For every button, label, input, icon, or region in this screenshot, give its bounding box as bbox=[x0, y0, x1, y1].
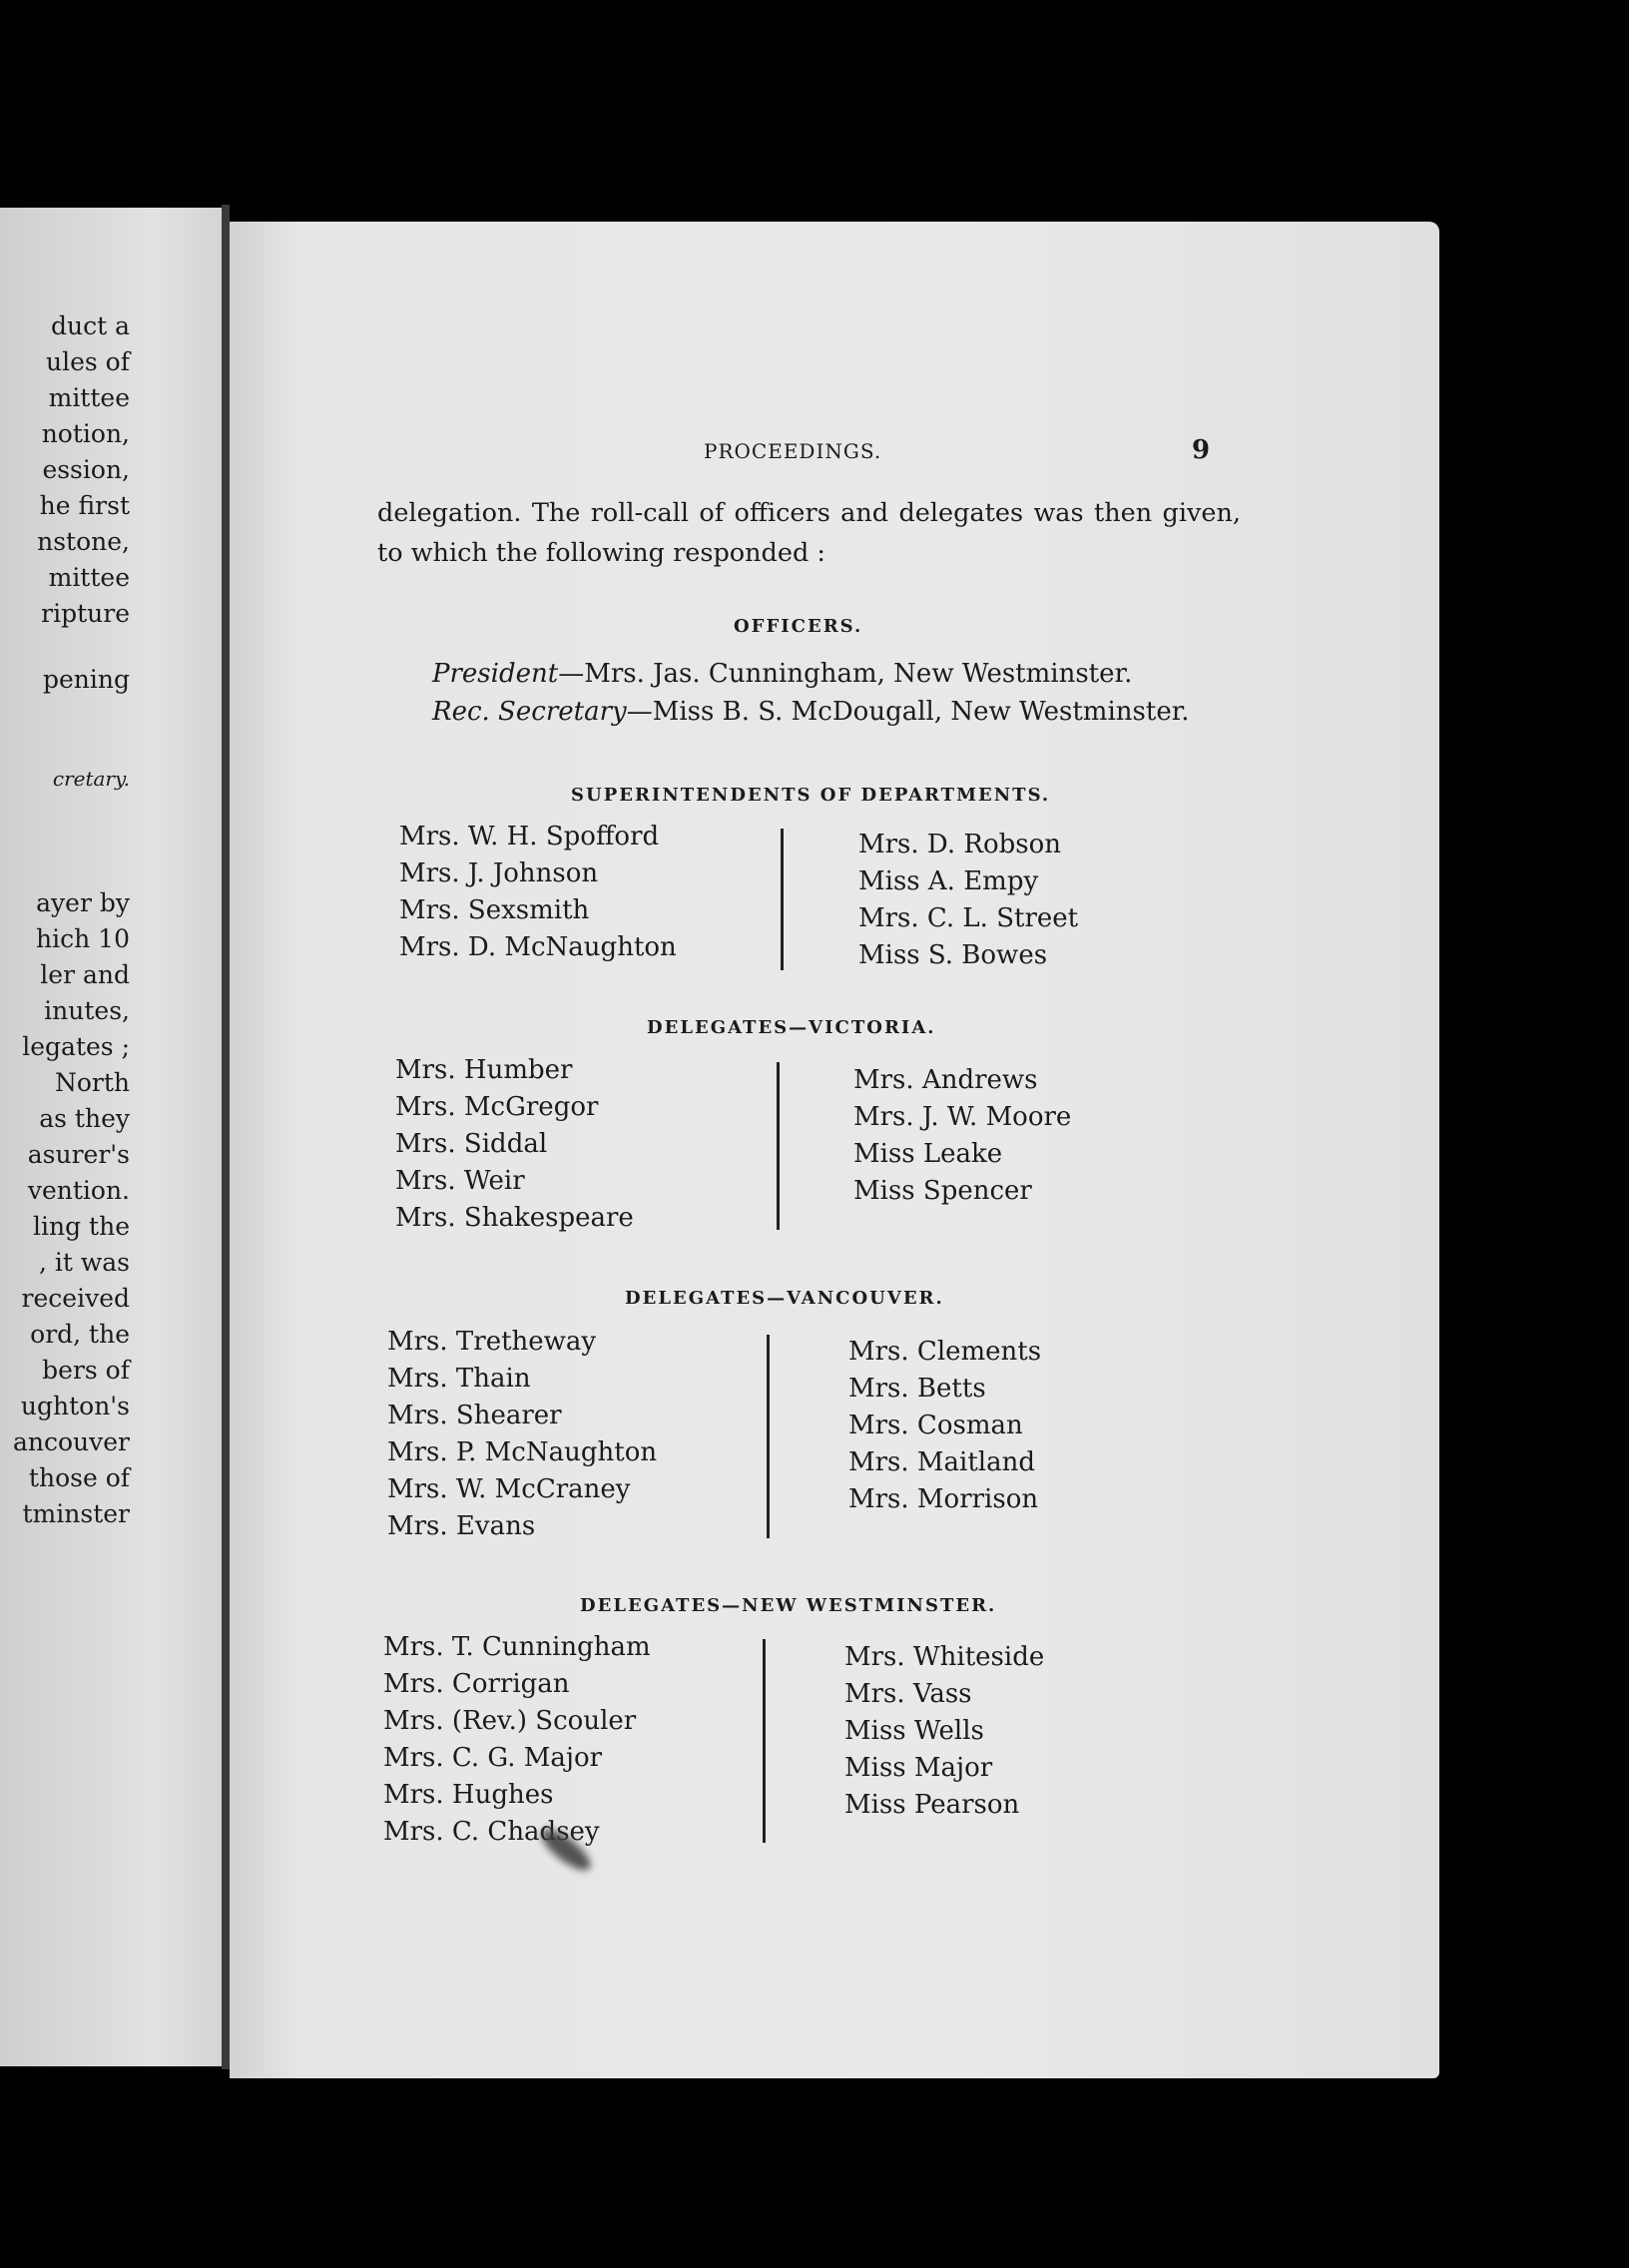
victoria-left-list bbox=[395, 1052, 634, 1237]
column-divider bbox=[777, 1062, 780, 1230]
left-page-text-fragment: mittee bbox=[48, 383, 130, 412]
delegate-name: Mrs. Cosman bbox=[848, 1411, 1023, 1440]
delegate-name: Mrs. D. McNaughton bbox=[399, 932, 677, 962]
left-page-text-fragment: ayer by bbox=[36, 888, 130, 917]
superintendents-heading: SUPERINTENDENTS OF DEPARTMENTS. bbox=[571, 785, 1051, 806]
delegate-name: Mrs. Shakespeare bbox=[395, 1203, 634, 1233]
book-gutter bbox=[222, 205, 230, 2069]
new-westminster-heading: DELEGATES—NEW WESTMINSTER. bbox=[580, 1595, 997, 1616]
page-number: 9 bbox=[1192, 435, 1212, 465]
delegate-name: Mrs. C. G. Major bbox=[383, 1743, 603, 1773]
delegate-name: Mrs. (Rev.) Scouler bbox=[383, 1706, 637, 1736]
president-line bbox=[432, 659, 1132, 689]
delegate-name: Mrs. W. McCraney bbox=[387, 1474, 631, 1504]
delegate-name: Mrs. Morrison bbox=[848, 1484, 1039, 1514]
left-page-text-fragment: notion, bbox=[41, 419, 130, 448]
delegate-name: Mrs. Betts bbox=[848, 1374, 986, 1404]
delegate-name: Miss A. Empy bbox=[858, 866, 1039, 896]
left-page-text-fragment: duct a bbox=[50, 311, 130, 340]
officers-heading: OFFICERS. bbox=[734, 616, 863, 637]
left-page-text-fragment: ling the bbox=[33, 1212, 130, 1241]
delegate-name: Mrs. Corrigan bbox=[383, 1669, 570, 1699]
delegate-name: Mrs. Siddal bbox=[395, 1129, 548, 1159]
president-role: President bbox=[432, 659, 559, 689]
delegate-name: Mrs. D. Robson bbox=[858, 830, 1061, 859]
delegate-name: Mrs. T. Cunningham bbox=[383, 1632, 651, 1662]
left-page bbox=[0, 208, 222, 2066]
vancouver-left-list bbox=[387, 1324, 657, 1545]
delegate-name: Miss Major bbox=[844, 1753, 993, 1783]
left-page-text-fragment: ord, the bbox=[30, 1320, 130, 1349]
victoria-right-list bbox=[853, 1062, 1071, 1210]
new-westminster-left-list bbox=[383, 1629, 651, 1851]
delegate-name: Mrs. Tretheway bbox=[387, 1327, 597, 1357]
delegate-name: Mrs. W. H. Spofford bbox=[399, 822, 660, 851]
left-page-text-fragment: ession, bbox=[42, 455, 130, 484]
secretary-name: —Miss B. S. McDougall, New Westminster. bbox=[626, 697, 1190, 727]
delegate-name: Miss Spencer bbox=[853, 1176, 1032, 1206]
left-page-text-fragment: mittee bbox=[48, 563, 130, 592]
delegate-name: Mrs. C. L. Street bbox=[858, 903, 1079, 933]
column-divider bbox=[781, 829, 784, 970]
left-page-text-fragment: asurer's bbox=[27, 1140, 130, 1169]
president-name: —Mrs. Jas. Cunningham, New Westminster. bbox=[558, 659, 1133, 689]
delegate-name: Mrs. Hughes bbox=[383, 1780, 554, 1810]
delegate-name: Miss Leake bbox=[853, 1139, 1003, 1169]
delegate-name: Mrs. Humber bbox=[395, 1055, 573, 1085]
secretary-role: Rec. Secretary bbox=[432, 697, 627, 727]
left-page-text-fragment: vention. bbox=[27, 1176, 130, 1205]
delegate-name: Mrs. Clements bbox=[848, 1337, 1042, 1367]
delegate-name: Mrs. C. Chadsey bbox=[383, 1817, 600, 1847]
delegate-name: Mrs. Evans bbox=[387, 1511, 536, 1541]
left-page-text-fragment: ughton's bbox=[20, 1392, 130, 1420]
victoria-heading: DELEGATES—VICTORIA. bbox=[647, 1017, 936, 1038]
left-page-text-fragment: tminster bbox=[22, 1499, 130, 1528]
delegate-name: Miss S. Bowes bbox=[858, 940, 1048, 970]
delegate-name: Mrs. P. McNaughton bbox=[387, 1437, 658, 1467]
superintendents-left-list bbox=[399, 819, 677, 966]
delegate-name: Mrs. Whiteside bbox=[844, 1642, 1045, 1672]
delegate-name: Miss Wells bbox=[844, 1716, 984, 1746]
superintendents-right-list bbox=[858, 827, 1078, 974]
delegate-name: Mrs. J. W. Moore bbox=[853, 1102, 1072, 1132]
left-page-text-fragment: cretary. bbox=[52, 767, 130, 791]
vancouver-right-list bbox=[848, 1334, 1041, 1518]
left-page-text-fragment: hich 10 bbox=[36, 924, 130, 953]
left-page-text-fragment: received bbox=[21, 1284, 130, 1313]
secretary-line bbox=[432, 697, 1190, 727]
left-page-text-fragment: North bbox=[54, 1068, 130, 1097]
delegate-name: Mrs. Maitland bbox=[848, 1447, 1036, 1477]
delegate-name: Mrs. Sexsmith bbox=[399, 895, 590, 925]
delegate-name: Mrs. Weir bbox=[395, 1166, 525, 1196]
delegate-name: Mrs. J. Johnson bbox=[399, 858, 599, 888]
left-page-text-fragment: nstone, bbox=[37, 527, 130, 556]
left-page-text-fragment: ancouver bbox=[12, 1427, 130, 1456]
left-page-text-fragment: inutes, bbox=[44, 996, 130, 1025]
left-page-text-fragment: he first bbox=[39, 491, 130, 520]
left-page-text-fragment: ler and bbox=[40, 960, 130, 989]
vancouver-heading: DELEGATES—VANCOUVER. bbox=[625, 1288, 944, 1309]
left-page-text-fragment: bers of bbox=[42, 1356, 130, 1385]
left-page-text-fragment: ripture bbox=[41, 599, 130, 628]
delegate-name: Miss Pearson bbox=[844, 1790, 1020, 1820]
delegate-name: Mrs. Shearer bbox=[387, 1401, 562, 1430]
left-page-text-fragment: , it was bbox=[38, 1248, 130, 1277]
delegate-name: Mrs. Thain bbox=[387, 1364, 531, 1394]
left-page-text-fragment: ules of bbox=[46, 347, 130, 376]
right-page bbox=[230, 222, 1439, 2078]
column-divider bbox=[763, 1639, 766, 1843]
left-page-text-fragment: those of bbox=[28, 1463, 130, 1492]
column-divider bbox=[767, 1335, 770, 1538]
delegate-name: Mrs. Vass bbox=[844, 1679, 972, 1709]
left-page-text-fragment: as they bbox=[39, 1104, 130, 1133]
delegate-name: Mrs. Andrews bbox=[853, 1065, 1038, 1095]
new-westminster-right-list bbox=[844, 1639, 1044, 1824]
left-page-text-fragment: legates ; bbox=[22, 1032, 130, 1061]
delegate-name: Mrs. McGregor bbox=[395, 1092, 599, 1122]
intro-paragraph: delegation. The roll-call of officers and delegates was then given, to which the following responded : bbox=[377, 498, 1241, 568]
left-page-text-fragment: pening bbox=[43, 665, 130, 694]
running-title: PROCEEDINGS. bbox=[704, 439, 882, 463]
